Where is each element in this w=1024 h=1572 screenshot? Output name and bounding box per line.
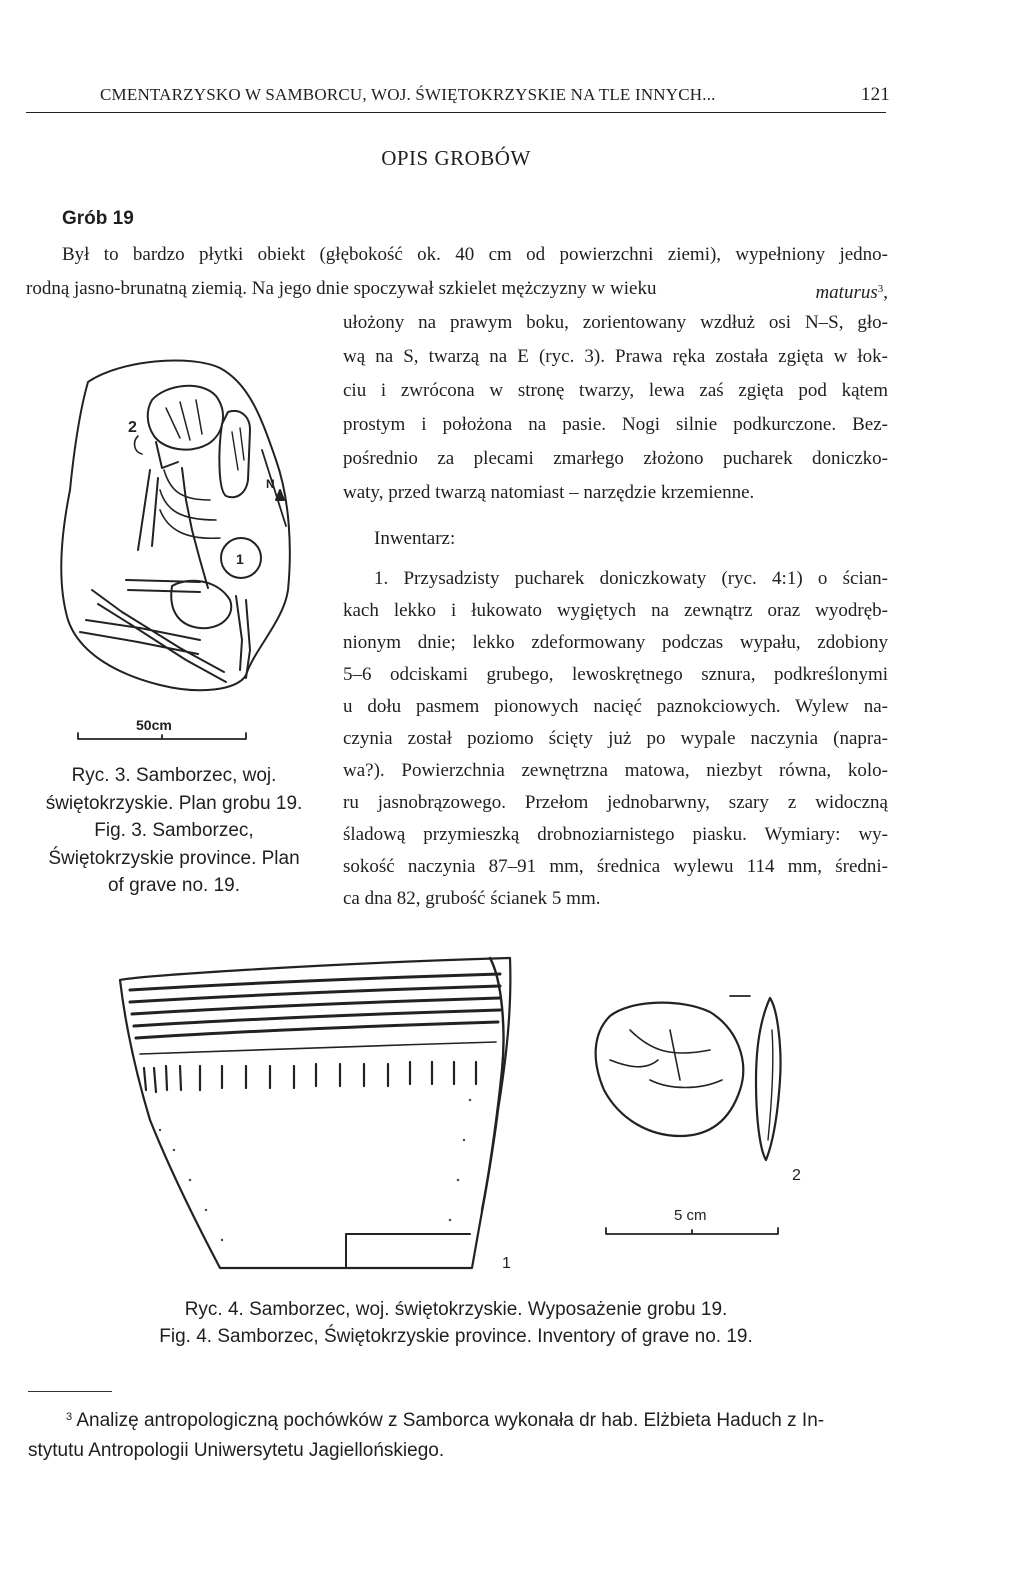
figure3-caption-line: Ryc. 3. Samborzec, woj.	[71, 765, 277, 786]
grave-line-7: pośrednio za plecami zmarłego złożono pucharek doniczko-	[343, 448, 888, 469]
figure3-caption	[24, 762, 324, 900]
figure4-caption	[0, 1296, 912, 1350]
footnote-text: Analizę antropologiczną pochówków z Samborca wykonała dr hab. Elżbieta Haduch z In-	[76, 1410, 825, 1431]
inventory-line-4: 5–6 odciskami grubego, lewoskrętnego sznura, podkreślonymi	[343, 664, 888, 685]
spine	[182, 468, 208, 588]
section-title: OPIS GROBÓW	[381, 146, 531, 170]
age-term: maturus	[815, 282, 878, 303]
grave-line-1: Był to bardzo płytki obiekt (głębokość ok. 40 cm od powierzchni ziemi), wypełniony jedno-	[62, 244, 888, 265]
figure4-label-2: 2	[792, 1167, 801, 1184]
footnote-ref: 3	[877, 283, 884, 295]
grave-line-2	[26, 272, 888, 310]
arm-bones	[126, 470, 200, 592]
figure3-caption-line: of grave no. 19.	[107, 875, 241, 896]
grave-plan-figure	[40, 350, 330, 750]
grave-line-2-tail: maturus$^3$,	[815, 282, 888, 303]
inventory-line-1: 1. Przysadzisty pucharek doniczkowaty (ryc. 4:1) o ścian-	[374, 568, 888, 589]
figure3-caption-line: świętokrzyskie. Plan grobu 19.	[45, 792, 303, 814]
pot-section-line	[346, 1234, 470, 1268]
footnote-line-1	[28, 1402, 890, 1436]
skull	[148, 386, 223, 450]
footnote-rule	[28, 1391, 112, 1392]
scale-bar	[78, 733, 246, 739]
inventory-line-3: nionym dnie; lekko zdeformowany podczas wypału, zdobiony	[343, 632, 888, 653]
grave-line-8: waty, przed twarzą natomiast – narzędzie krzemienne.	[343, 482, 755, 503]
pelvis	[171, 581, 231, 628]
footnote-line-2: stytutu Antropologii Uniwersytetu Jagiellońskiego.	[28, 1440, 445, 1461]
north-label: N	[266, 477, 275, 491]
plan-label-2: 2	[128, 419, 137, 436]
grave-line-2-text: rodną jasno-brunatną ziemią. Na jego dnie spoczywał szkielet mężczyzny w wieku	[26, 278, 657, 299]
figure4-caption-line: Ryc. 4. Samborzec, woj. świętokrzyskie. Wyposażenie grobu 19.	[184, 1299, 728, 1320]
leg-bones	[80, 590, 226, 682]
plan-scale-label: 50cm	[136, 717, 172, 733]
grave-line-3: ułożony na prawym boku, zorientowany wzdłuż osi N–S, gło-	[343, 312, 888, 333]
grave-line-4: wą na S, twarzą na E (ryc. 3). Prawa ręka została zgięta w łok-	[343, 346, 888, 367]
inventory-line-5: u dołu pasmem pionowych nacięć paznokciowych. Wylew na-	[343, 696, 888, 717]
inventory-line-10: sokość naczynia 87–91 mm, średnica wylewu 114 mm, średni-	[343, 856, 888, 877]
inventory-line-8: ru jasnobrązowego. Przełom jednobarwny, szary z widoczną	[343, 792, 888, 813]
plan-label-1: 1	[236, 551, 244, 567]
grave-line-5: ciu i zwrócona w stronę twarzy, lewa zaś zgięta pod kątem	[343, 380, 888, 401]
inventory-line-2: kach lekko i łukowato wygiętych na zewnątrz oraz wyodręb-	[343, 600, 888, 621]
inventory-figure	[110, 950, 830, 1280]
figure3-caption-line: Świętokrzyskie province. Plan	[48, 847, 300, 869]
inventory-label: Inwentarz:	[374, 528, 456, 549]
flint-scale-bar	[606, 1228, 778, 1234]
grave-line-6: prostym i położona na pasie. Nogi silnie podkurczone. Bez-	[343, 414, 888, 435]
inventory-line-9: śladową przymieszką drobnoziarnistego piasku. Wymiary: wy-	[343, 824, 888, 845]
inventory-line-11: ca dna 82, grubość ścianek 5 mm.	[343, 888, 601, 909]
header-rule	[26, 112, 886, 113]
inventory-line-6: czynia został poziomo ścięty już po wypale naczynia (napra-	[343, 728, 888, 749]
page-number: 121	[860, 84, 890, 105]
footnote-marker: 3	[66, 1411, 73, 1423]
figure4-label-1: 1	[502, 1255, 511, 1272]
flint-tool-face	[596, 1003, 744, 1136]
pit-outline	[61, 360, 290, 690]
inventory-line-7: wa?). Powierzchnia zewnętrzna matowa, niezbyt równa, kolo-	[343, 760, 888, 781]
figure4-caption-line: Fig. 4. Samborzec, Świętokrzyskie province. Inventory of grave no. 19.	[159, 1326, 753, 1347]
running-title: CMENTARZYSKO W SAMBORCU, WOJ. ŚWIĘTOKRZYSKIE NA TLE INNYCH...	[100, 85, 716, 104]
figure4-scale-label: 5 cm	[674, 1207, 707, 1224]
footnote	[28, 1402, 890, 1466]
figure3-caption-line: Fig. 3. Samborzec,	[94, 820, 254, 841]
grave-heading: Grób 19	[62, 208, 134, 229]
vessel-outline	[219, 411, 250, 497]
running-header	[100, 84, 890, 106]
